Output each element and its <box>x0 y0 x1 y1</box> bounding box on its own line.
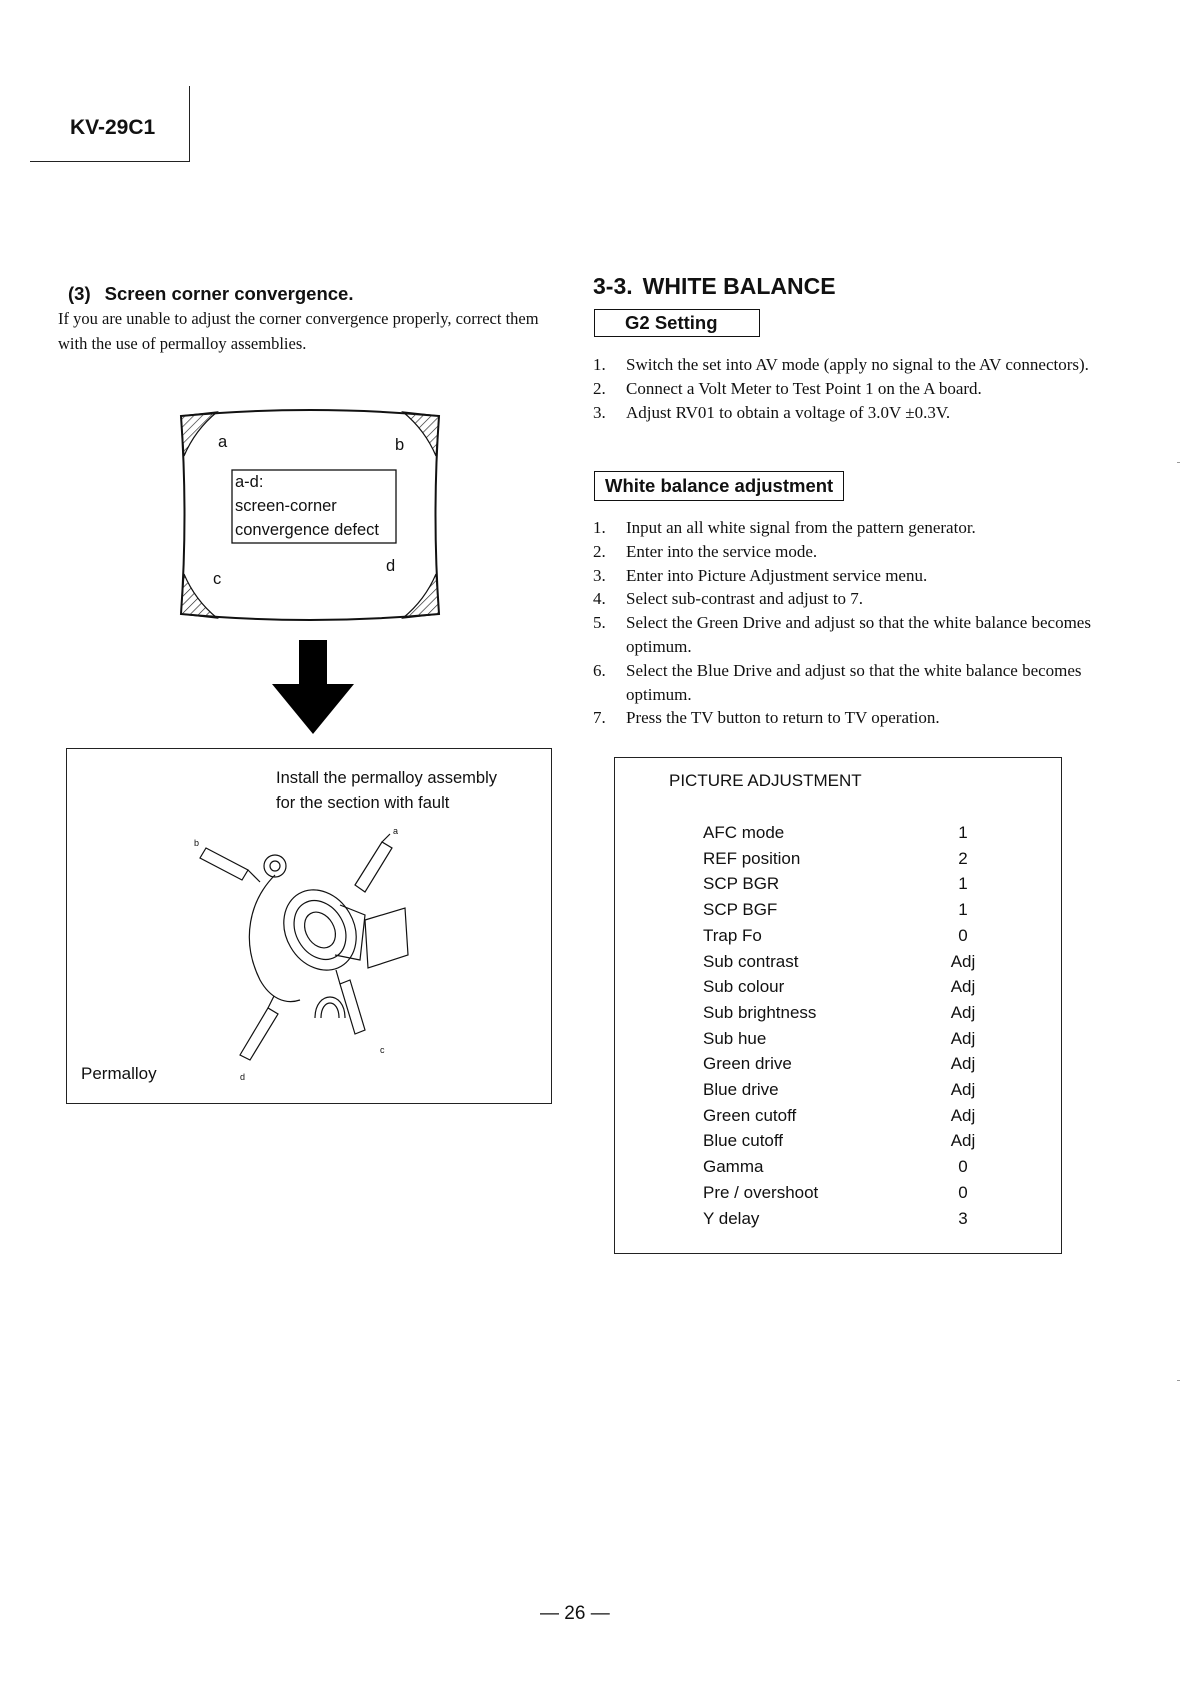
step-text: Enter into the service mode. <box>626 541 818 561</box>
row-value: 1 <box>958 900 968 920</box>
section-heading-corner-convergence <box>68 283 353 305</box>
step-number: 2. <box>593 541 606 561</box>
legend-line-3: convergence defect <box>235 521 380 539</box>
picture-adjustment-table <box>703 820 983 1231</box>
step-text: Select the Blue Drive and adjust so that the white balance becomes optimum. <box>626 660 1082 704</box>
list-item <box>593 706 1093 730</box>
list-item <box>593 377 1093 401</box>
step-number: 2. <box>593 378 606 398</box>
row-value: 3 <box>958 1208 968 1228</box>
table-row <box>703 949 983 975</box>
table-row <box>703 897 983 923</box>
corner-hatch-a <box>181 412 217 456</box>
row-value: Adj <box>950 1002 976 1022</box>
row-value: 0 <box>958 925 968 945</box>
row-name: Sub contrast <box>703 951 799 971</box>
corner-label-c: c <box>213 570 222 588</box>
picture-adjustment-title: PICTURE ADJUSTMENT <box>669 771 862 790</box>
list-item <box>593 353 1093 377</box>
step-number: 4. <box>593 589 606 609</box>
permalloy-install-diagram <box>190 820 420 1080</box>
row-value: 2 <box>958 848 968 868</box>
step-text: Select sub-contrast and adjust to 7. <box>626 589 864 609</box>
white-balance-steps-list <box>593 516 1093 730</box>
table-row <box>703 1051 983 1077</box>
install-caption <box>276 766 536 816</box>
heading-number: 3-3. <box>593 273 633 299</box>
row-name: SCP BGR <box>703 874 780 894</box>
row-name: Sub hue <box>703 1028 767 1048</box>
step-number: 1. <box>593 355 606 374</box>
row-name: Green cutoff <box>703 1105 797 1125</box>
row-name: AFC mode <box>703 823 785 842</box>
table-row <box>703 923 983 949</box>
row-value: Adj <box>950 951 976 971</box>
heading-text: Screen corner convergence. <box>104 283 354 304</box>
permalloy-label: Permalloy <box>81 1064 157 1083</box>
down-arrow-icon <box>270 640 356 736</box>
fig2-label-d: d <box>240 1072 246 1080</box>
corner-label-a: a <box>218 433 228 451</box>
list-item <box>593 540 1093 564</box>
step-number: 5. <box>593 613 606 633</box>
table-row <box>703 1206 983 1232</box>
header-rule-vertical <box>189 86 190 162</box>
row-name: Pre / overshoot <box>703 1182 819 1202</box>
screen-corner-diagram <box>175 400 445 630</box>
step-text: Adjust RV01 to obtain a voltage of 3.0V ±0.3V. <box>626 402 951 422</box>
row-value: Adj <box>950 1080 976 1100</box>
step-text: Input an all white signal from the pattern generator. <box>626 518 976 537</box>
table-row <box>703 1026 983 1052</box>
step-number: 1. <box>593 518 606 537</box>
section-heading-white-balance <box>593 273 836 300</box>
step-text: Press the TV button to return to TV operation. <box>626 708 940 728</box>
row-value: 0 <box>958 1157 968 1177</box>
heading-text: WHITE BALANCE <box>642 273 836 299</box>
header-rule-horizontal <box>30 161 190 162</box>
heading-number: (3) <box>68 283 91 304</box>
legend-line-2: screen-corner <box>235 497 337 515</box>
table-row <box>703 1103 983 1129</box>
row-value: 1 <box>958 874 968 894</box>
row-value: Adj <box>950 977 976 997</box>
g2-steps-list <box>593 353 1093 424</box>
white-balance-adjustment-label: White balance adjustment <box>594 471 844 501</box>
row-name: Blue cutoff <box>703 1131 784 1151</box>
row-name: Sub colour <box>703 977 785 997</box>
step-text: Switch the set into AV mode (apply no signal to the AV connectors). <box>626 355 1089 374</box>
row-name: Sub brightness <box>703 1002 817 1022</box>
g2-setting-label: G2 Setting <box>594 309 760 337</box>
table-row <box>703 871 983 897</box>
table-row <box>703 974 983 1000</box>
row-name: REF position <box>703 848 801 868</box>
fig2-label-b: b <box>194 838 200 848</box>
list-item <box>593 564 1093 588</box>
corner-label-b: b <box>395 436 405 454</box>
corner-label-d: d <box>386 557 396 575</box>
table-row <box>703 1000 983 1026</box>
corner-hatch-b <box>403 412 439 456</box>
list-item <box>593 611 1093 659</box>
row-name: Gamma <box>703 1157 764 1177</box>
row-value: Adj <box>950 1054 976 1074</box>
fig2-label-a: a <box>393 826 399 836</box>
step-number: 3. <box>593 402 606 422</box>
step-number: 7. <box>593 708 606 728</box>
install-caption-line-1: Install the permalloy assembly <box>276 769 498 787</box>
row-value: 0 <box>958 1182 968 1202</box>
row-value: Adj <box>950 1105 976 1125</box>
list-item <box>593 587 1093 611</box>
scan-speck <box>1177 462 1180 463</box>
model-number: KV-29C1 <box>70 116 156 139</box>
step-text: Enter into Picture Adjustment service menu. <box>626 565 928 585</box>
step-number: 6. <box>593 660 606 680</box>
step-text: Connect a Volt Meter to Test Point 1 on the A board. <box>626 378 982 398</box>
step-number: 3. <box>593 565 606 585</box>
step-text: Select the Green Drive and adjust so that the white balance becomes optimum. <box>626 613 1091 656</box>
row-value: 1 <box>958 823 968 842</box>
intro-paragraph: If you are unable to adjust the corner convergence properly, correct them with the use of permalloy assemblies. <box>58 309 539 353</box>
row-name: Y delay <box>703 1208 760 1228</box>
row-value: Adj <box>950 1028 976 1048</box>
table-row <box>703 1154 983 1180</box>
table-row <box>703 1077 983 1103</box>
install-caption-line-2: for the section with fault <box>276 794 450 812</box>
scan-speck <box>1177 1380 1180 1381</box>
table-row <box>703 1128 983 1154</box>
page-number: — 26 — <box>540 1603 610 1624</box>
row-name: Green drive <box>703 1054 792 1074</box>
list-item <box>593 659 1093 707</box>
fig2-label-c: c <box>380 1045 385 1055</box>
table-row <box>703 1180 983 1206</box>
row-name: Trap Fo <box>703 925 762 945</box>
corner-hatch-d <box>403 574 439 618</box>
corner-hatch-c <box>181 574 217 618</box>
list-item <box>593 401 1093 425</box>
table-row <box>703 820 983 846</box>
list-item <box>593 516 1093 540</box>
row-name: SCP BGF <box>703 900 778 920</box>
legend-line-1: a-d: <box>235 473 264 491</box>
row-name: Blue drive <box>703 1080 779 1100</box>
table-row <box>703 846 983 872</box>
row-value: Adj <box>950 1131 976 1151</box>
